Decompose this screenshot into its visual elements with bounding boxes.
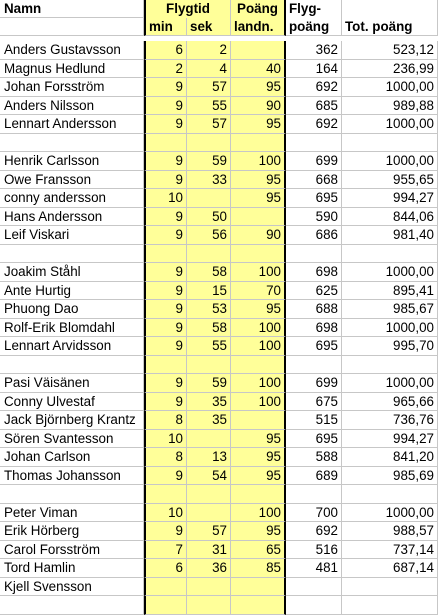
header-min[interactable]: min bbox=[144, 18, 187, 36]
cell-name[interactable]: Johan Carlson bbox=[0, 448, 144, 467]
cell-totpoang[interactable]: 236,99 bbox=[342, 60, 438, 79]
table-row bbox=[0, 171, 438, 190]
table-row bbox=[0, 226, 438, 245]
cell-name[interactable]: Henrik Carlsson bbox=[0, 152, 144, 171]
table-row bbox=[0, 189, 438, 208]
table-row bbox=[0, 337, 438, 356]
cell-totpoang[interactable] bbox=[342, 596, 438, 615]
cell-landning[interactable]: 95 bbox=[231, 430, 286, 449]
cell-totpoang[interactable]: 1000,00 bbox=[342, 78, 438, 97]
cell-totpoang[interactable]: 985,69 bbox=[342, 467, 438, 486]
cell-landning[interactable]: 100 bbox=[231, 374, 286, 393]
cell-sek[interactable] bbox=[187, 430, 231, 449]
cell-totpoang[interactable]: 994,27 bbox=[342, 430, 438, 449]
cell-name[interactable]: Conny Ulvestaf bbox=[0, 393, 144, 412]
cell-totpoang[interactable]: 985,67 bbox=[342, 300, 438, 319]
cell-landning[interactable] bbox=[231, 245, 286, 264]
cell-name[interactable]: Phuong Dao bbox=[0, 300, 144, 319]
cell-landning[interactable] bbox=[231, 411, 286, 430]
cell-min[interactable]: 9 bbox=[144, 171, 187, 190]
cell-totpoang[interactable]: 989,88 bbox=[342, 97, 438, 116]
table-row bbox=[0, 41, 438, 60]
cell-sek[interactable]: 35 bbox=[187, 393, 231, 412]
header-row-1 bbox=[0, 0, 438, 18]
header-name-cont[interactable] bbox=[0, 18, 144, 36]
cell-name[interactable]: Pasi Väisänen bbox=[0, 374, 144, 393]
cell-sek[interactable]: 13 bbox=[187, 448, 231, 467]
header-empty[interactable] bbox=[342, 0, 438, 18]
cell-sek[interactable]: 58 bbox=[187, 263, 231, 282]
table-row bbox=[0, 430, 438, 449]
cell-name[interactable]: Thomas Johansson bbox=[0, 467, 144, 486]
spacer-row bbox=[0, 134, 438, 153]
cell-totpoang[interactable] bbox=[342, 578, 438, 597]
cell-totpoang[interactable]: 955,65 bbox=[342, 171, 438, 190]
cell-sek[interactable] bbox=[187, 504, 231, 523]
cell-min[interactable]: 8 bbox=[144, 448, 187, 467]
table-row bbox=[0, 541, 438, 560]
cell-flygpoang[interactable]: 675 bbox=[286, 393, 342, 412]
table-row bbox=[0, 60, 438, 79]
cell-name[interactable]: Tord Hamlin bbox=[0, 559, 144, 578]
cell-sek[interactable] bbox=[187, 134, 231, 153]
table-row bbox=[0, 319, 438, 338]
cell-flygpoang[interactable]: 698 bbox=[286, 319, 342, 338]
cell-flygpoang[interactable]: 685 bbox=[286, 97, 342, 116]
cell-totpoang[interactable]: 1000,00 bbox=[342, 263, 438, 282]
cell-name[interactable]: Anders Gustavsson bbox=[0, 41, 144, 60]
cell-min[interactable]: 9 bbox=[144, 282, 187, 301]
cell-flygpoang[interactable] bbox=[286, 596, 342, 615]
cell-landning[interactable]: 100 bbox=[231, 263, 286, 282]
cell-name[interactable]: Kjell Svensson bbox=[0, 578, 144, 597]
cell-flygpoang[interactable]: 362 bbox=[286, 41, 342, 60]
cell-name[interactable]: Erik Hörberg bbox=[0, 522, 144, 541]
cell-sek[interactable]: 58 bbox=[187, 319, 231, 338]
cell-flygpoang[interactable]: 700 bbox=[286, 504, 342, 523]
cell-name[interactable]: Lennart Arvidsson bbox=[0, 337, 144, 356]
cell-min[interactable] bbox=[144, 596, 187, 615]
cell-min[interactable] bbox=[144, 134, 187, 153]
cell-min[interactable]: 9 bbox=[144, 78, 187, 97]
table-row bbox=[0, 115, 438, 134]
cell-sek[interactable]: 2 bbox=[187, 41, 231, 60]
cell-totpoang[interactable]: 844,06 bbox=[342, 208, 438, 227]
cell-totpoang[interactable]: 687,14 bbox=[342, 559, 438, 578]
cell-min[interactable]: 9 bbox=[144, 319, 187, 338]
cell-name[interactable]: Jack Björnberg Krantz bbox=[0, 411, 144, 430]
cell-name[interactable]: Sören Svantesson bbox=[0, 430, 144, 449]
cell-flygpoang[interactable]: 515 bbox=[286, 411, 342, 430]
cell-flygpoang[interactable]: 692 bbox=[286, 78, 342, 97]
cell-min[interactable]: 9 bbox=[144, 467, 187, 486]
cell-flygpoang[interactable]: 516 bbox=[286, 541, 342, 560]
cell-min[interactable]: 9 bbox=[144, 208, 187, 227]
table-row bbox=[0, 393, 438, 412]
cell-name[interactable]: Hans Andersson bbox=[0, 208, 144, 227]
cell-sek[interactable]: 57 bbox=[187, 78, 231, 97]
cell-name[interactable] bbox=[0, 245, 144, 264]
cell-min[interactable] bbox=[144, 485, 187, 504]
cell-flygpoang[interactable]: 590 bbox=[286, 208, 342, 227]
cell-name[interactable]: Carol Forsström bbox=[0, 541, 144, 560]
cell-flygpoang[interactable]: 625 bbox=[286, 282, 342, 301]
cell-min[interactable]: 9 bbox=[144, 115, 187, 134]
cell-min[interactable]: 6 bbox=[144, 41, 187, 60]
cell-landning[interactable] bbox=[231, 578, 286, 597]
cell-landning[interactable]: 95 bbox=[231, 171, 286, 190]
cell-totpoang[interactable]: 523,12 bbox=[342, 41, 438, 60]
cell-landning[interactable]: 95 bbox=[231, 448, 286, 467]
cell-landning[interactable]: 90 bbox=[231, 226, 286, 245]
cell-name[interactable]: Joakim Ståhl bbox=[0, 263, 144, 282]
cell-min[interactable]: 10 bbox=[144, 430, 187, 449]
header-flygtid[interactable]: Flygtid bbox=[144, 0, 231, 18]
cell-flygpoang[interactable] bbox=[286, 485, 342, 504]
header-name[interactable]: Namn bbox=[0, 0, 144, 18]
cell-landning[interactable]: 100 bbox=[231, 319, 286, 338]
cell-flygpoang[interactable]: 164 bbox=[286, 60, 342, 79]
header-sek[interactable]: sek bbox=[187, 18, 231, 36]
cell-sek[interactable] bbox=[187, 485, 231, 504]
cell-name[interactable]: Rolf-Erik Blomdahl bbox=[0, 319, 144, 338]
cell-sek[interactable]: 56 bbox=[187, 226, 231, 245]
spacer-row bbox=[0, 245, 438, 264]
cell-name[interactable]: conny andersson bbox=[0, 189, 144, 208]
cell-name[interactable] bbox=[0, 596, 144, 615]
cell-sek[interactable]: 54 bbox=[187, 467, 231, 486]
cell-name[interactable] bbox=[0, 485, 144, 504]
cell-totpoang[interactable]: 988,57 bbox=[342, 522, 438, 541]
cell-name[interactable] bbox=[0, 134, 144, 153]
cell-sek[interactable]: 59 bbox=[187, 374, 231, 393]
cell-totpoang[interactable] bbox=[342, 485, 438, 504]
cell-landning[interactable]: 95 bbox=[231, 522, 286, 541]
cell-flygpoang[interactable]: 695 bbox=[286, 430, 342, 449]
cell-sek[interactable] bbox=[187, 596, 231, 615]
cell-flygpoang[interactable]: 481 bbox=[286, 559, 342, 578]
cell-sek[interactable]: 33 bbox=[187, 171, 231, 190]
cell-flygpoang[interactable]: 698 bbox=[286, 263, 342, 282]
cell-totpoang[interactable]: 1000,00 bbox=[342, 374, 438, 393]
cell-name[interactable]: Ante Hurtig bbox=[0, 282, 144, 301]
cell-sek[interactable]: 57 bbox=[187, 522, 231, 541]
table-row bbox=[0, 263, 438, 282]
cell-totpoang[interactable]: 1000,00 bbox=[342, 319, 438, 338]
header-poang[interactable]: Poäng bbox=[231, 0, 286, 18]
header-row-2 bbox=[0, 18, 438, 36]
cell-landning[interactable]: 95 bbox=[231, 115, 286, 134]
table-row bbox=[0, 78, 438, 97]
cell-flygpoang[interactable] bbox=[286, 245, 342, 264]
cell-name[interactable]: Magnus Hedlund bbox=[0, 60, 144, 79]
cell-flygpoang[interactable]: 688 bbox=[286, 300, 342, 319]
cell-min[interactable]: 9 bbox=[144, 152, 187, 171]
table-row bbox=[0, 522, 438, 541]
table-row bbox=[0, 504, 438, 523]
cell-min[interactable]: 9 bbox=[144, 300, 187, 319]
table-row bbox=[0, 208, 438, 227]
cell-totpoang[interactable]: 736,76 bbox=[342, 411, 438, 430]
cell-totpoang[interactable] bbox=[342, 356, 438, 375]
header-landn[interactable]: landn. bbox=[231, 18, 286, 36]
table-row bbox=[0, 559, 438, 578]
cell-sek[interactable]: 15 bbox=[187, 282, 231, 301]
cell-flygpoang[interactable]: 699 bbox=[286, 374, 342, 393]
table-row bbox=[0, 448, 438, 467]
cell-min[interactable]: 7 bbox=[144, 541, 187, 560]
table-row bbox=[0, 282, 438, 301]
cell-landning[interactable]: 100 bbox=[231, 393, 286, 412]
cell-sek[interactable]: 31 bbox=[187, 541, 231, 560]
cell-flygpoang[interactable]: 699 bbox=[286, 152, 342, 171]
table-row bbox=[0, 97, 438, 116]
cell-flygpoang[interactable]: 668 bbox=[286, 171, 342, 190]
cell-landning[interactable]: 100 bbox=[231, 152, 286, 171]
cell-min[interactable]: 8 bbox=[144, 411, 187, 430]
table-row bbox=[0, 152, 438, 171]
cell-min[interactable]: 10 bbox=[144, 504, 187, 523]
cell-min[interactable]: 2 bbox=[144, 60, 187, 79]
cell-flygpoang[interactable] bbox=[286, 578, 342, 597]
cell-sek[interactable] bbox=[187, 189, 231, 208]
cell-name[interactable]: Leif Viskari bbox=[0, 226, 144, 245]
cell-landning[interactable]: 95 bbox=[231, 189, 286, 208]
cell-landning[interactable] bbox=[231, 134, 286, 153]
header-tot[interactable]: Tot. poäng bbox=[342, 18, 438, 36]
cell-flygpoang[interactable]: 686 bbox=[286, 226, 342, 245]
cell-min[interactable]: 9 bbox=[144, 226, 187, 245]
cell-name[interactable]: Johan Forsström bbox=[0, 78, 144, 97]
cell-landning[interactable]: 95 bbox=[231, 78, 286, 97]
cell-landning[interactable]: 40 bbox=[231, 60, 286, 79]
table-row bbox=[0, 300, 438, 319]
cell-landning[interactable] bbox=[231, 596, 286, 615]
cell-landning[interactable] bbox=[231, 356, 286, 375]
cell-name[interactable]: Peter Viman bbox=[0, 504, 144, 523]
cell-min[interactable] bbox=[144, 356, 187, 375]
cell-min[interactable]: 9 bbox=[144, 522, 187, 541]
cell-totpoang[interactable]: 965,66 bbox=[342, 393, 438, 412]
cell-landning[interactable] bbox=[231, 208, 286, 227]
cell-sek[interactable]: 50 bbox=[187, 208, 231, 227]
cell-totpoang[interactable]: 841,20 bbox=[342, 448, 438, 467]
cell-sek[interactable]: 4 bbox=[187, 60, 231, 79]
table-row bbox=[0, 411, 438, 430]
cell-name[interactable]: Owe Fransson bbox=[0, 171, 144, 190]
cell-sek[interactable] bbox=[187, 356, 231, 375]
cell-sek[interactable] bbox=[187, 245, 231, 264]
cell-min[interactable]: 6 bbox=[144, 559, 187, 578]
cell-totpoang[interactable]: 737,14 bbox=[342, 541, 438, 560]
cell-sek[interactable]: 35 bbox=[187, 411, 231, 430]
cell-min[interactable] bbox=[144, 578, 187, 597]
cell-flygpoang[interactable] bbox=[286, 356, 342, 375]
cell-totpoang[interactable]: 895,41 bbox=[342, 282, 438, 301]
cell-sek[interactable]: 55 bbox=[187, 337, 231, 356]
cell-name[interactable] bbox=[0, 356, 144, 375]
cell-min[interactable] bbox=[144, 245, 187, 264]
cell-min[interactable]: 9 bbox=[144, 263, 187, 282]
cell-name[interactable]: Lennart Andersson bbox=[0, 115, 144, 134]
cell-landning[interactable]: 65 bbox=[231, 541, 286, 560]
cell-totpoang[interactable]: 995,70 bbox=[342, 337, 438, 356]
table-row bbox=[0, 467, 438, 486]
spacer-row bbox=[0, 596, 438, 615]
cell-flygpoang[interactable]: 689 bbox=[286, 467, 342, 486]
cell-landning[interactable]: 85 bbox=[231, 559, 286, 578]
cell-totpoang[interactable]: 1000,00 bbox=[342, 504, 438, 523]
cell-landning[interactable]: 95 bbox=[231, 467, 286, 486]
cell-flygpoang[interactable]: 695 bbox=[286, 189, 342, 208]
cell-flygpoang[interactable]: 692 bbox=[286, 522, 342, 541]
table-row bbox=[0, 578, 438, 597]
cell-min[interactable]: 9 bbox=[144, 337, 187, 356]
cell-landning[interactable] bbox=[231, 41, 286, 60]
cell-flygpoang[interactable]: 588 bbox=[286, 448, 342, 467]
cell-totpoang[interactable] bbox=[342, 245, 438, 264]
cell-sek[interactable]: 53 bbox=[187, 300, 231, 319]
cell-landning[interactable]: 100 bbox=[231, 504, 286, 523]
spacer-row bbox=[0, 356, 438, 375]
cell-totpoang[interactable] bbox=[342, 134, 438, 153]
cell-totpoang[interactable]: 1000,00 bbox=[342, 115, 438, 134]
cell-totpoang[interactable]: 994,27 bbox=[342, 189, 438, 208]
cell-flygpoang[interactable] bbox=[286, 134, 342, 153]
cell-flygpoang[interactable]: 695 bbox=[286, 337, 342, 356]
cell-totpoang[interactable]: 981,40 bbox=[342, 226, 438, 245]
cell-name[interactable]: Anders Nilsson bbox=[0, 97, 144, 116]
cell-flygpoang[interactable]: 692 bbox=[286, 115, 342, 134]
cell-totpoang[interactable]: 1000,00 bbox=[342, 152, 438, 171]
table-row bbox=[0, 374, 438, 393]
cell-landning[interactable] bbox=[231, 485, 286, 504]
cell-min[interactable]: 9 bbox=[144, 393, 187, 412]
spacer-row bbox=[0, 485, 438, 504]
cell-sek[interactable] bbox=[187, 578, 231, 597]
cell-min[interactable]: 9 bbox=[144, 97, 187, 116]
cell-sek[interactable]: 55 bbox=[187, 97, 231, 116]
cell-min[interactable]: 10 bbox=[144, 189, 187, 208]
header-flyg[interactable]: Flyg- bbox=[286, 0, 342, 18]
cell-landning[interactable]: 70 bbox=[231, 282, 286, 301]
cell-min[interactable]: 9 bbox=[144, 374, 187, 393]
cell-landning[interactable]: 95 bbox=[231, 300, 286, 319]
cell-sek[interactable]: 57 bbox=[187, 115, 231, 134]
cell-sek[interactable]: 36 bbox=[187, 559, 231, 578]
cell-landning[interactable]: 90 bbox=[231, 97, 286, 116]
cell-sek[interactable]: 59 bbox=[187, 152, 231, 171]
cell-landning[interactable]: 100 bbox=[231, 337, 286, 356]
header-flygpoang[interactable]: poäng bbox=[286, 18, 342, 36]
